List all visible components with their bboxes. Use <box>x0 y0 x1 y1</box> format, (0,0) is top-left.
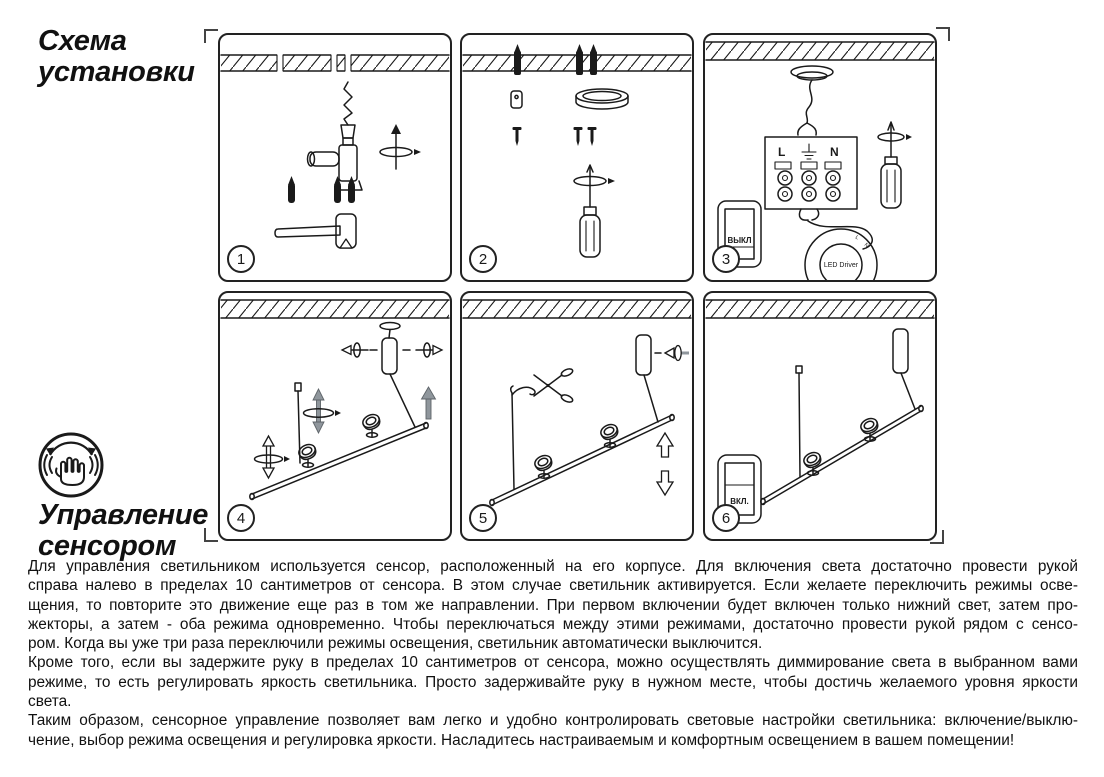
text-line: Таким образом, сенсорное управление позволяет вам легко и удобно контролировать световые настройки светильника: включение/выклю- <box>28 712 1078 730</box>
text-line: света. <box>28 693 72 711</box>
spotlight <box>802 450 823 475</box>
step-panel-6 <box>703 291 937 541</box>
step-2-drawing <box>462 35 692 280</box>
suspension-cylinder <box>893 329 915 409</box>
ceiling-band <box>463 300 691 318</box>
suspension-cylinder <box>370 323 415 428</box>
step-3-drawing <box>705 35 935 280</box>
left-cable <box>295 383 301 463</box>
step-number-badge: 3 <box>712 245 740 273</box>
suspension-cylinder <box>636 335 661 422</box>
text-line: щения, то повторите это движение еще раз в том же направлении. При первом включении будет включен только нижний свет, затем про- <box>28 596 1078 614</box>
sensor-title-line1: Управление <box>38 499 209 531</box>
drill-icon <box>308 82 363 190</box>
up-down-arrows <box>657 433 673 495</box>
light-bar <box>490 415 674 506</box>
text-line: ром. Когда вы уже три раза переключили режимы освещения, светильник автоматически выключится. <box>28 635 763 653</box>
terminal-neutral-label: N <box>830 145 839 159</box>
crop-mark <box>936 27 950 41</box>
switch-on-label: ВКЛ. <box>730 497 749 506</box>
scissors-icon <box>534 367 574 403</box>
left-cable-excess <box>511 386 535 489</box>
step-number-badge: 1 <box>227 245 255 273</box>
step-panel-2 <box>460 33 694 282</box>
hammer-icon <box>275 214 356 248</box>
driver-live-label: L <box>853 234 860 242</box>
step-panel-1 <box>218 33 452 282</box>
sensor-description-text <box>28 557 1078 750</box>
crop-mark <box>204 29 218 43</box>
earth-ground-icon <box>802 144 816 159</box>
light-bar <box>761 406 923 505</box>
spotlight <box>599 422 620 447</box>
driver-neutral-label: N <box>862 242 870 250</box>
text-line: Кроме того, если вы задержите руку в пределах 10 сантиметров от сенсора, можно осуществлять диммирование света в выбранном вами <box>28 654 1078 672</box>
screws <box>513 127 597 146</box>
hand-icon <box>56 458 84 485</box>
text-line: Для управления светильником используется сенсор, расположенный на его корпусе. Для включения света достаточно провести рукой <box>28 558 1078 575</box>
ceiling-canopy <box>791 66 833 80</box>
ceiling-band <box>221 54 449 72</box>
step-panel-4 <box>218 291 452 541</box>
step-6-drawing <box>705 293 935 539</box>
text-line: жекторы, а затем - оба режима одновременно. Чтобы переключаться между этими режимами, достаточно провести рукой рядом с сенсо- <box>28 615 1078 633</box>
led-driver <box>805 229 877 280</box>
screwdriver-icon <box>574 165 615 257</box>
adjust-arrow-gray <box>304 389 342 433</box>
ceiling-band <box>706 42 934 60</box>
ceiling-band <box>706 300 934 318</box>
text-line: режиме, то есть регулировать яркость светильника. Просто задерживайте руку в нужном месте, чтобы достичь желаемого уровня яркости <box>28 673 1078 691</box>
sensor-title-line2: сенсором <box>38 530 177 562</box>
step-number-badge: 2 <box>469 245 497 273</box>
rotate-arrow-right <box>665 346 689 361</box>
up-arrow-gray <box>422 387 436 419</box>
mount-clip <box>511 91 522 108</box>
canopy-ring <box>576 89 628 109</box>
install-section-title <box>38 26 195 88</box>
rotate-arrow-right <box>416 343 442 357</box>
left-rod <box>796 366 802 477</box>
light-bar <box>250 423 428 500</box>
step-panel-5 <box>460 291 694 541</box>
step-4-drawing <box>220 293 450 539</box>
install-title-line2: установки <box>38 56 195 88</box>
step-1-drawing <box>220 35 450 280</box>
terminal-block <box>765 137 857 209</box>
step-panel-3 <box>703 33 937 282</box>
spotlight <box>533 453 554 478</box>
switch-off-label: ВЫКЛ <box>727 236 752 245</box>
rotation-arrow <box>380 124 421 169</box>
sensor-section-title <box>38 500 208 562</box>
hand-sensor-icon <box>36 430 106 500</box>
terminal-live-label: L <box>778 145 786 159</box>
install-title-line1: Схема <box>38 25 127 57</box>
rotate-arrow-left <box>342 343 368 357</box>
swipe-arrows <box>46 443 96 455</box>
screwdriver-icon <box>878 122 912 208</box>
adjust-arrow-outline <box>255 436 291 478</box>
text-line: чение, выбор режима освещения и регулировка яркости. Насладитесь настраиваемым и комфортным освещением в вашем помещении! <box>28 731 1015 749</box>
mains-wire <box>798 80 816 135</box>
spotlight <box>361 412 382 437</box>
step-number-badge: 6 <box>712 504 740 532</box>
ceiling-band <box>221 300 449 318</box>
text-line: справа налево в пределах 10 сантиметров от сенсора. В этом случае светильник активируется. Если желаете переключить режимы осве- <box>28 577 1078 595</box>
step-number-badge: 4 <box>227 504 255 532</box>
step-number-badge: 5 <box>469 504 497 532</box>
led-driver-label: LED Driver <box>823 262 859 269</box>
step-5-drawing <box>462 293 692 539</box>
